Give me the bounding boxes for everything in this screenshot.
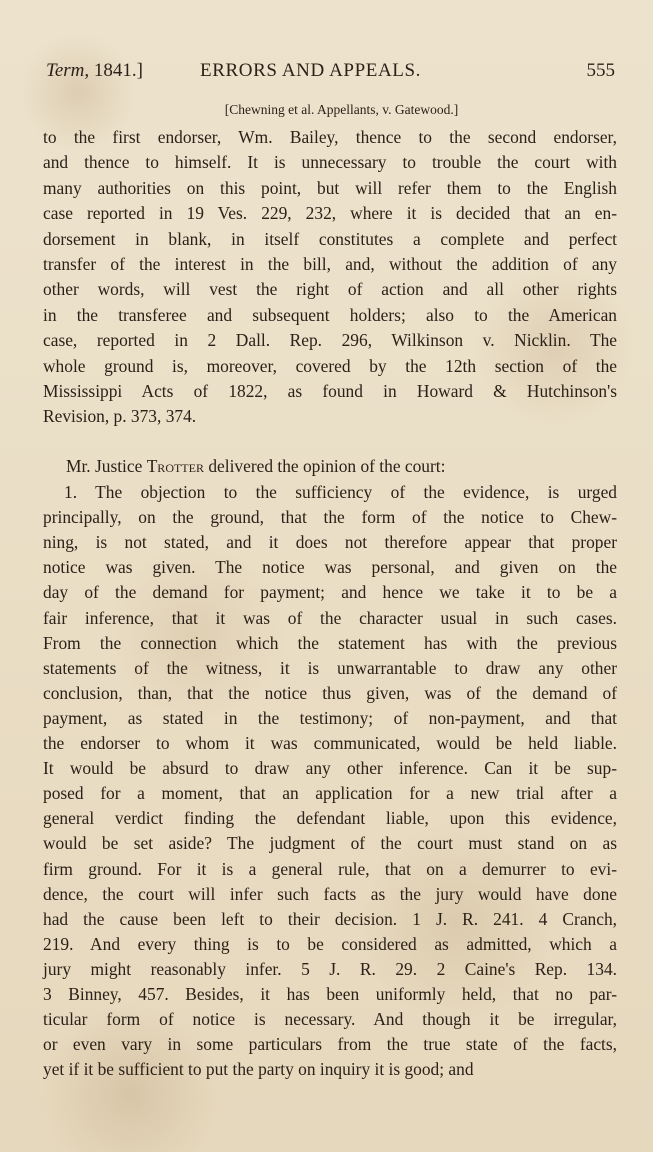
text-line: whole ground is, moreover, covered by the 12th section of the [43, 355, 617, 376]
text-line: principally, on the ground, that the form of the notice to Chew- [43, 507, 617, 528]
text-line: or even vary in some particulars from the true state of the facts, [43, 1034, 617, 1055]
text-line: posed for a moment, that an application for a new trial after a [43, 783, 617, 804]
text-line: transfer of the interest in the bill, and, without the addition of any [43, 254, 617, 274]
text-line: notice was given. The notice was personal, and given on the [43, 557, 617, 578]
text-line: jury might reasonably infer. 5 J. R. 29. 2 Caine's Rep. 134. [43, 958, 617, 979]
text-line: many authorities on this point, but will refer them to the English [43, 177, 617, 198]
running-head-title: ERRORS AND APPEALS. [200, 60, 421, 81]
case-caption: [Chewning et al. Appellants, v. Gatewood.] [224, 102, 459, 117]
justice-name: Trotter [146, 456, 204, 476]
text-line: conclusion, than, that the notice thus given, was of the demand of [43, 682, 617, 703]
text-line: statements of the witness, it is unwarrantable to draw any other [43, 657, 617, 678]
text-line: Mississippi Acts of 1822, as found in Howard & Hutchinson's [43, 381, 617, 401]
text-line: in the transferee and subsequent holders; also to the American [43, 304, 617, 325]
page-number: 555 [586, 60, 615, 81]
text-line: to the first endorser, Wm. Bailey, thence to the second endorser, [43, 127, 617, 147]
text-line: day of the demand for payment; and hence we take it to be a [43, 582, 617, 603]
text-line: It would be absurd to draw any other inference. Can it be sup- [43, 758, 617, 779]
opinion-intro: Mr. Justice Trotter delivered the opinion of the court: [66, 456, 446, 476]
text-line: 1. The objection to the sufficiency of the evidence, is urged [64, 482, 617, 502]
text-line: the endorser to whom it was communicated, would be held liable. [43, 733, 617, 753]
text-line: dence, the court will infer such facts as the jury would have done [43, 883, 617, 904]
text-line: ning, is not stated, and it does not therefore appear that proper [43, 532, 617, 553]
text-line: 219. And every thing is to be considered as admitted, which a [43, 933, 617, 954]
text-line: firm ground. For it is a general rule, that on a demurrer to evi- [43, 858, 617, 879]
text-line: had the cause been left to their decision. 1 J. R. 241. 4 Cranch, [43, 908, 617, 929]
text-line: case, reported in 2 Dall. Rep. 296, Wilkinson v. Nicklin. The [43, 330, 617, 351]
running-head-term: Term, 1841.] [46, 60, 143, 81]
text-line: Revision, p. 373, 374. [43, 406, 197, 427]
running-head [46, 60, 615, 86]
text-line: From the connection which the statement has with the previous [43, 632, 617, 653]
text-line: yet if it be sufficient to put the party on inquiry it is good; and [43, 1059, 474, 1080]
text-line: would be set aside? The judgment of the court must stand on as [43, 833, 617, 854]
text-line: fair inference, that it was of the character usual in such cases. [43, 607, 617, 628]
text-line: dorsement in blank, in itself constitutes a complete and perfect [43, 228, 617, 249]
text-line: ticular form of notice is necessary. And though it be irregular, [43, 1009, 617, 1030]
text-line: case reported in 19 Ves. 229, 232, where it is decided that an en- [43, 203, 617, 224]
text-line: other words, will vest the right of action and all other rights [43, 279, 617, 300]
text-line: 3 Binney, 457. Besides, it has been uniformly held, that no par- [43, 984, 617, 1004]
text-line: and thence to himself. It is unnecessary to trouble the court with [43, 152, 617, 173]
text-line: payment, as stated in the testimony; of non-payment, and that [43, 707, 617, 728]
text-line: general verdict finding the defendant liable, upon this evidence, [43, 808, 617, 829]
